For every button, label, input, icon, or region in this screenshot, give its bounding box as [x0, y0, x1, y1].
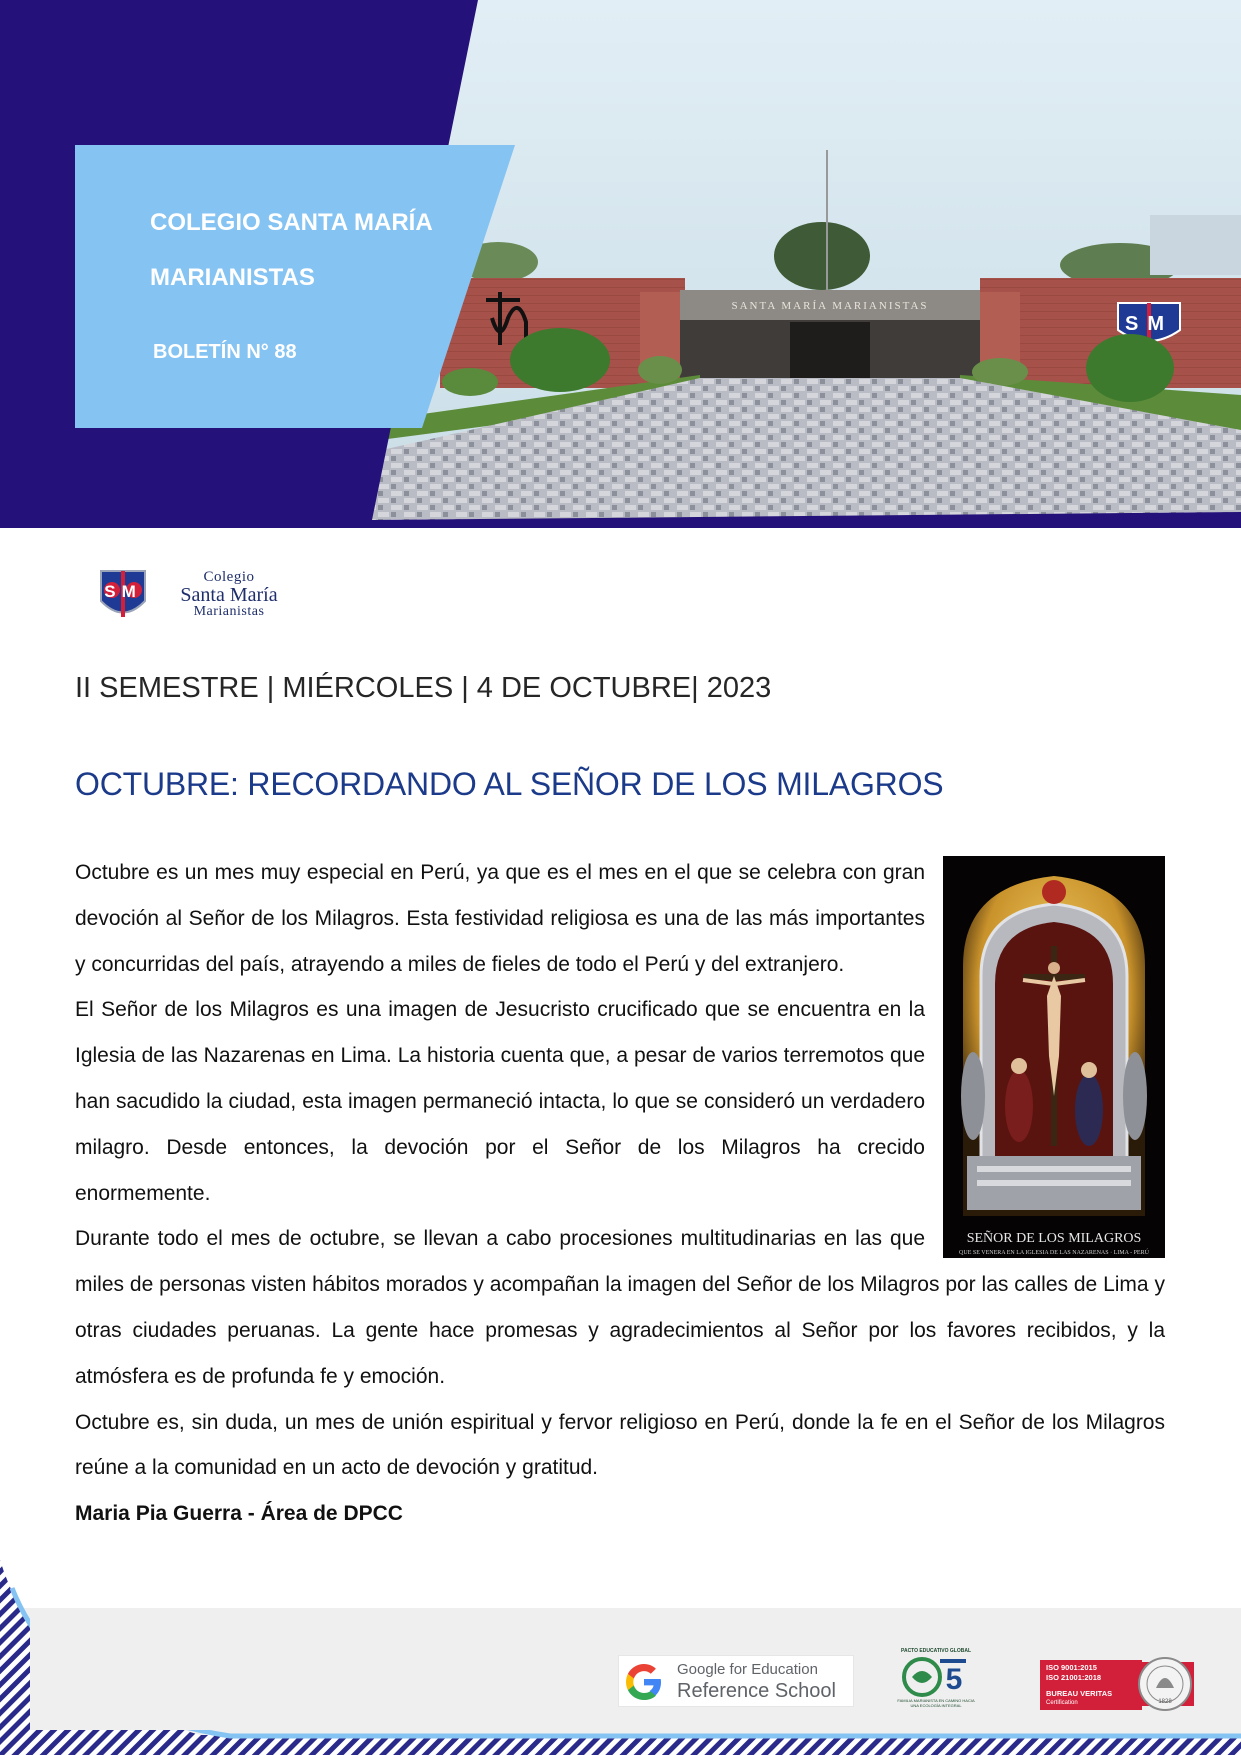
article-paragraph-1: Octubre es un mes muy especial en Perú, ya que es el mes en el que se celebra con gran devoción al Señor de los Milagros. Esta festividad religiosa es una de las más importantes y concurridas del país, atrayendo a miles de fieles de todo el Perú y del extranjero. — [75, 861, 925, 976]
globe-25-icon — [896, 1655, 976, 1699]
footer — [0, 1540, 1241, 1755]
google-education-badge — [618, 1655, 854, 1707]
logo-line3: Marianistas — [193, 604, 265, 619]
veritas-red-panel — [1040, 1660, 1142, 1710]
veritas-iso-9001: ISO 9001:2015 — [1046, 1663, 1097, 1672]
google-badge-line1: Google for Education — [677, 1661, 818, 1678]
google-badge-line2: Reference School — [677, 1680, 836, 1702]
senor-de-los-milagros-image — [943, 856, 1165, 1258]
title-box — [75, 145, 515, 428]
article-body — [75, 850, 1165, 1537]
figure-caption: SEÑOR DE LOS MILAGROS — [966, 1231, 1142, 1246]
wall-crest-letters: SM — [1125, 313, 1173, 335]
school-logo — [98, 568, 298, 626]
religious-painting — [943, 856, 1165, 1258]
logo-line2: Santa María — [180, 584, 278, 606]
footer-background — [0, 1540, 1241, 1755]
veritas-certification: Certification — [1046, 1700, 1078, 1706]
pacto-educativo-logo — [896, 1648, 976, 1714]
school-title-line2: MARIANISTAS — [150, 264, 315, 291]
article-headline: OCTUBRE: RECORDANDO AL SEÑOR DE LOS MILAGROS — [75, 766, 944, 802]
pacto-bottom-text: FAMILIA MARIANISTA EN CAMINO HACIA UNA ECOLOGÍA INTEGRAL — [897, 1698, 975, 1708]
google-g-icon — [625, 1663, 663, 1701]
veritas-name: BUREAU VERITAS — [1046, 1689, 1113, 1698]
bulletin-number: BOLETÍN N° 88 — [153, 341, 297, 363]
facade-sign-text: SANTA MARÍA MARIANISTAS — [731, 300, 929, 312]
article-author: Maria Pia Guerra - Área de DPCC — [75, 1502, 403, 1526]
school-crest-icon — [98, 568, 148, 626]
article-paragraph-3: Durante todo el mes de octubre, se llevan a cabo procesiones multitudinarias en las que miles de personas visten hábitos morados y acompañan la imagen del Señor de los Milagros por las calles de Lima y otras ciudades peruanas. La gente hace promesas y agradecimientos al Señor por los favores recibidos, y la atmósfera es de profunda fe y emoción. — [75, 1227, 1165, 1388]
bureau-veritas-certification — [1040, 1658, 1194, 1712]
dateline: II SEMESTRE | MIÉRCOLES | 4 DE OCTUBRE| 2023 — [75, 672, 772, 704]
veritas-seal-year: 1828 — [1158, 1699, 1172, 1705]
logo-crest-letters: SM — [104, 582, 142, 601]
logo-line1: Colegio — [203, 569, 255, 585]
pacto-top-text: PACTO EDUCATIVO GLOBAL — [901, 1648, 971, 1654]
article-paragraph-4: Octubre es, sin duda, un mes de unión espiritual y fervor religioso en Perú, donde la fe en el Señor de los Milagros reúne a la comunidad en un acto de devoción y gratitud. — [75, 1410, 1165, 1480]
svg-text:5: 5 — [945, 1663, 963, 1696]
bureau-veritas-seal-icon — [1136, 1654, 1194, 1712]
figure-subcaption: QUE SE VENERA EN LA IGLESIA DE LAS NAZARENAS · LIMA - PERÚ — [959, 1250, 1149, 1256]
header-banner — [0, 0, 1241, 528]
veritas-iso-21001: ISO 21001:2018 — [1046, 1673, 1102, 1682]
school-title-line1: COLEGIO SANTA MARÍA — [150, 209, 433, 236]
school-title — [150, 195, 490, 305]
article-paragraph-2: El Señor de los Milagros es una imagen de Jesucristo crucificado que se encuentra en la Iglesia de las Nazarenas en Lima. La historia cuenta que, a pesar de varios terremotos que han sacudido la ciudad, esta imagen permaneció intacta, lo que se consideró un verdadero milagro. Desde entonces, la devoción por el Señor de los Milagros ha crecido enormemente. — [75, 998, 925, 1205]
